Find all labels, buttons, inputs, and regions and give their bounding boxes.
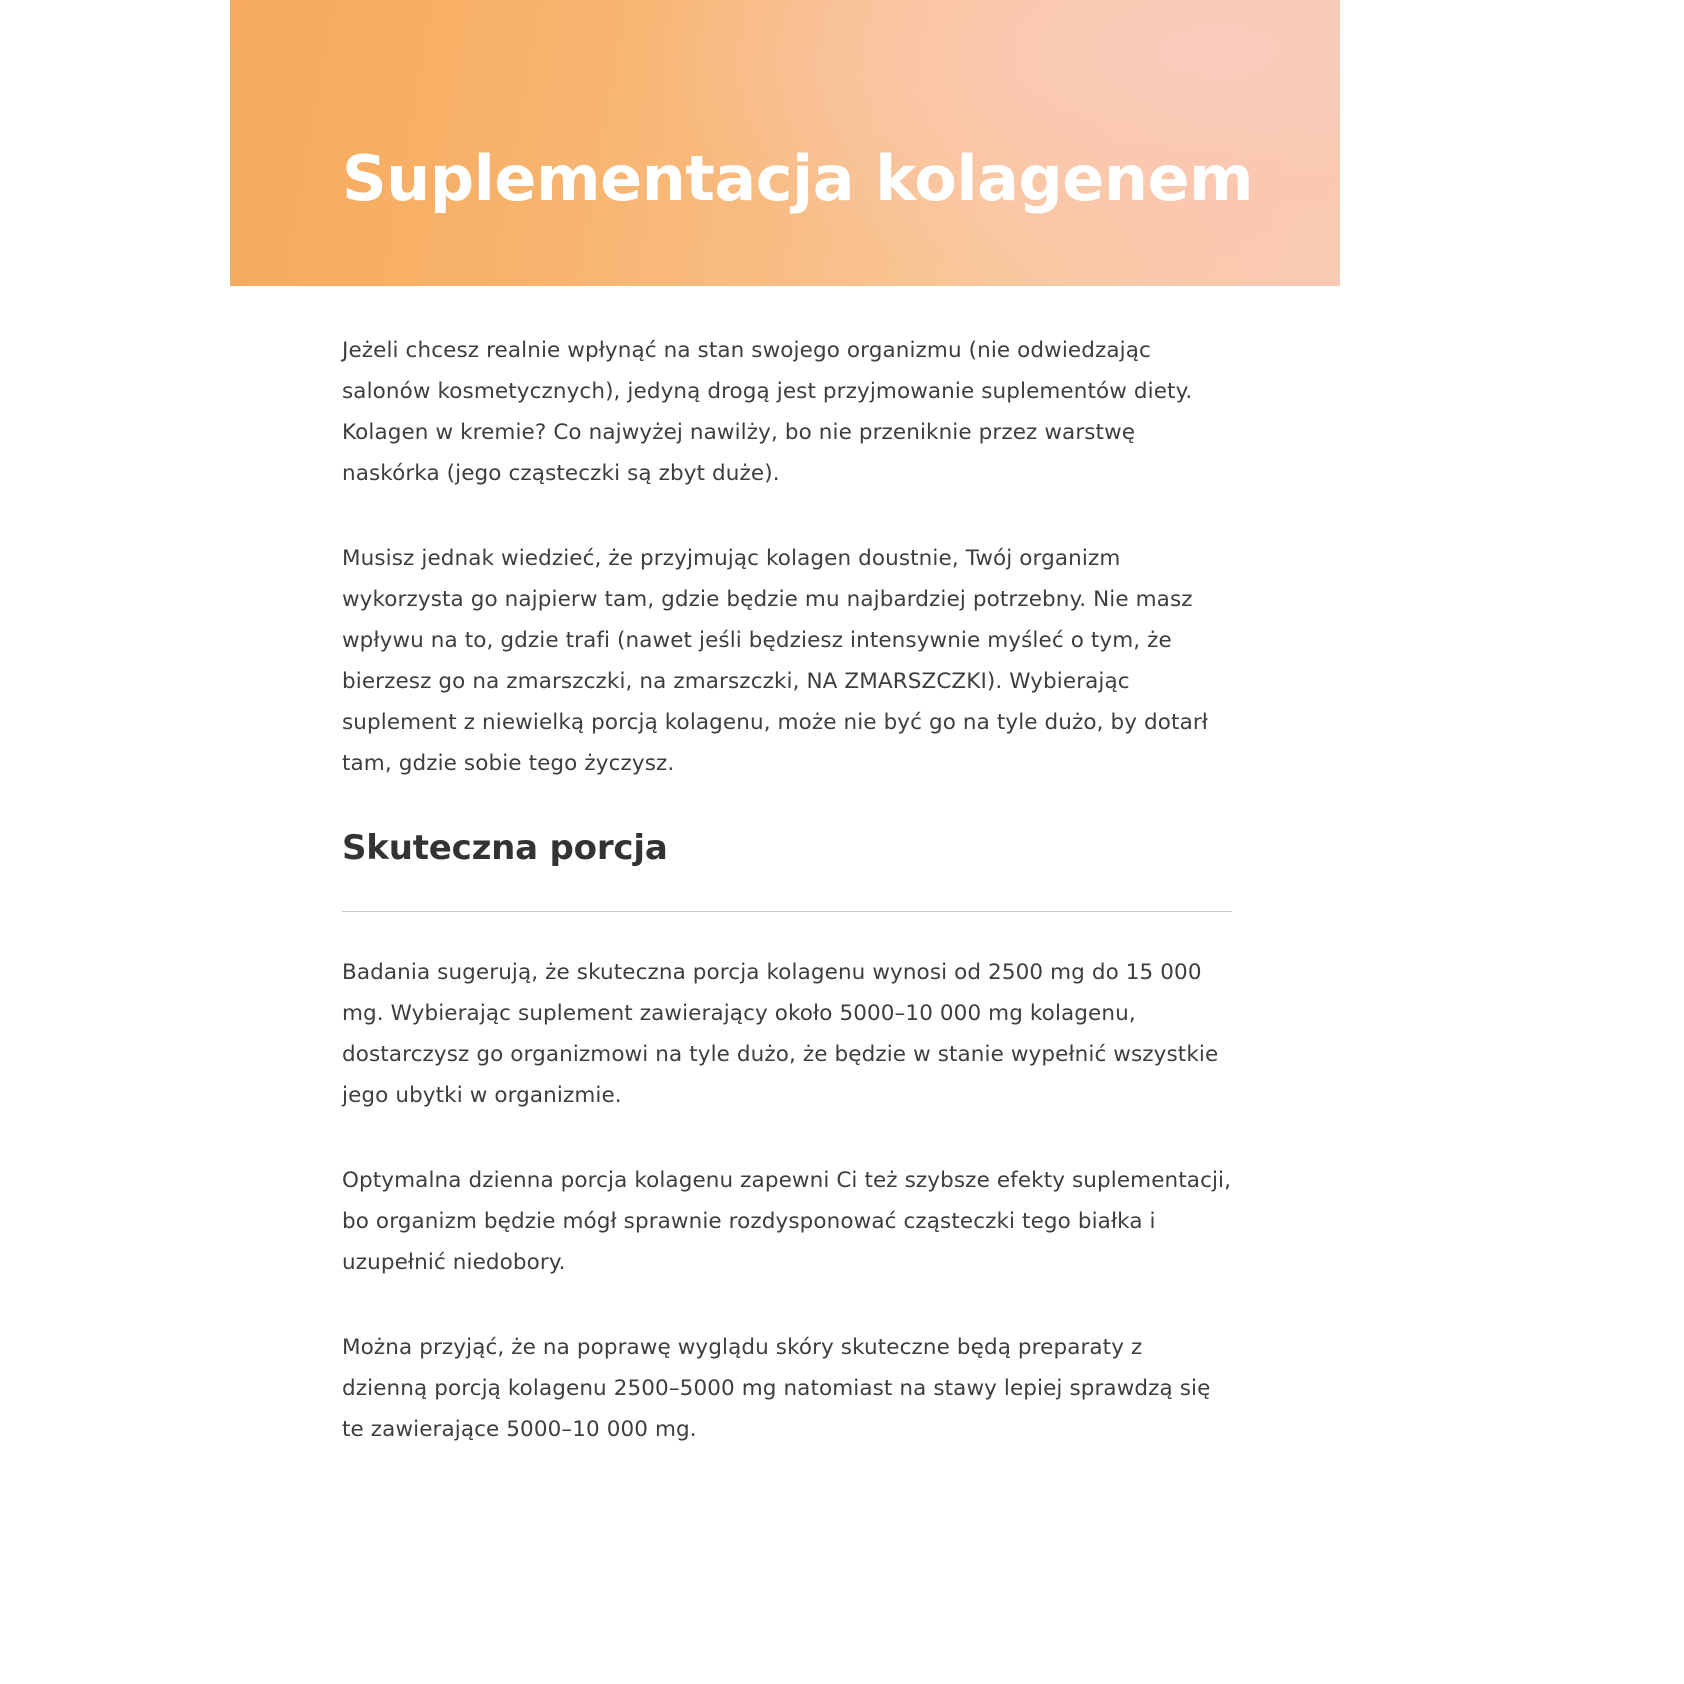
page-title: Suplementacja kolagenem [342, 142, 1254, 215]
section-paragraph-2: Optymalna dzienna porcja kolagenu zapewni Ci też szybsze efekty suplementacji, bo organizm będzie mógł sprawnie rozdysponować cząsteczki tego białka i uzupełnić niedobory. [342, 1168, 1232, 1276]
section-paragraph-1: Badania sugerują, że skuteczna porcja kolagenu wynosi od 2500 mg do 15 000 mg. Wybierając suplement zawierający około 5000–10 000 mg kolagenu, dostarczysz go organizmowi na tyle dużo, że będzie w stanie wypełnić wszystkie jego ubytki w organizmie. [342, 960, 1219, 1109]
article-body [342, 330, 1234, 1450]
section-heading-skuteczna-porcja: Skuteczna porcja [342, 828, 668, 868]
section-paragraph-3: Można przyjąć, że na poprawę wyglądu skóry skuteczne będą preparaty z dzienną porcją kolagenu 2500–5000 mg natomiast na stawy lepiej sprawdzą się te zawierające 5000–10 000 mg. [342, 1335, 1211, 1443]
section-divider [342, 911, 1232, 912]
intro-paragraph-1: Jeżeli chcesz realnie wpłynąć na stan swojego organizmu (nie odwiedzając salonów kosmetycznych), jedyną drogą jest przyjmowanie suplementów diety. Kolagen w kremie? Co najwyżej nawilży, bo nie przeniknie przez warstwę naskórka (jego cząsteczki są zbyt duże). [342, 338, 1193, 486]
intro-paragraph-2: Musisz jednak wiedzieć, że przyjmując kolagen doustnie, Twój organizm wykorzysta go najpierw tam, gdzie będzie mu najbardziej potrzebny. Nie masz wpływu na to, gdzie trafi (nawet jeśli będziesz intensywnie myśleć o tym, że bierzesz go na zmarszczki, na zmarszczki, NA ZMARSZCZKI). Wybierając suplement z niewielką porcją kolagenu, może nie być go na tyle dużo, by dotarł tam, gdzie sobie tego życzysz. [342, 546, 1208, 776]
hero-banner [230, 0, 1340, 286]
